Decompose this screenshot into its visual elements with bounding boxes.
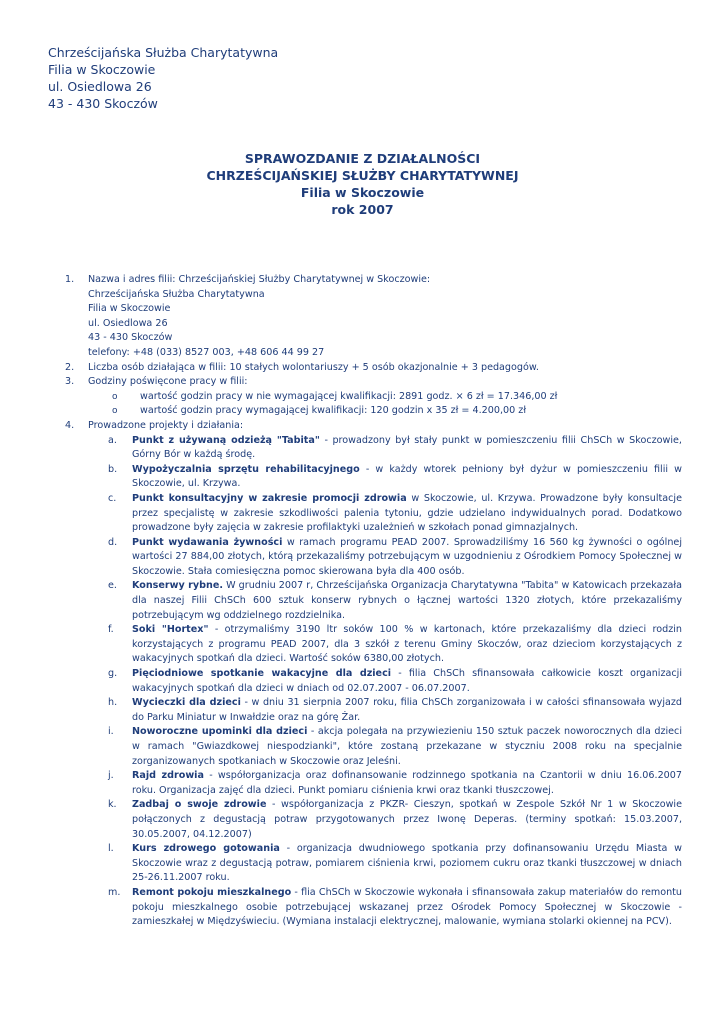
project-letter: c. xyxy=(108,492,117,504)
title-line-3: Filia w Skoczowie xyxy=(300,185,425,200)
item-line: telefony: +48 (033) 8527 003, +48 606 44 99 27 xyxy=(88,346,325,358)
project-letter: h. xyxy=(108,697,118,709)
project-title: Konserwy rybne. xyxy=(132,580,223,592)
project-letter: g. xyxy=(108,668,118,680)
project-item xyxy=(88,579,682,623)
report-title xyxy=(0,150,725,218)
item-text: Liczba osób działająca w filii: 10 stałych wolontariuszy + 5 osób okazjonalnie + 3 pedagogów. xyxy=(88,361,539,373)
project-description: - akcja polegała na przywiezieniu 150 sztuk paczek noworocznych dla dzieci w ramach "Gwiazdkowej niespodzianki", które zostaną przekazane w styczniu 2008 roku na specjalnie zorganizowanych spotkaniach w Skoczowie oraz Jeleśni. xyxy=(132,726,682,767)
item-number: 1. xyxy=(65,274,75,285)
project-item xyxy=(88,536,682,580)
project-description: - w dniu 31 sierpnia 2007 roku, filia ChSCh zorganizowała i w całości sfinansowała wyjazd do Parku Miniatur w Inwałdzie oraz na górę Żar. xyxy=(132,697,682,723)
project-item xyxy=(88,725,682,769)
project-item xyxy=(88,434,682,463)
project-item xyxy=(88,463,682,492)
project-item xyxy=(88,886,682,930)
project-item xyxy=(88,769,682,798)
project-letter: f. xyxy=(108,624,114,636)
org-name: Chrześcijańska Służba Charytatywna xyxy=(48,45,279,60)
report-body xyxy=(60,273,682,930)
list-item-4 xyxy=(60,419,682,930)
item-line: Filia w Skoczowie xyxy=(88,303,171,315)
project-description: W grudniu 2007 r, Chrześcijańska Organizacja Charytatywna "Tabita" w Katowicach przekazała dla naszej Filii ChSCh 600 sztuk konserw rybnych o łącznej wartości 1320 złotych, które przekazaliśmy potrzebującym wg oddzielnego rozdzielnika. xyxy=(132,580,683,621)
bullet-marker-icon: o xyxy=(112,391,118,402)
project-description: - prowadzony był stały punkt w pomieszczeniu filii ChSCh w Skoczowie, Górny Bór w każdą środę. xyxy=(132,434,682,461)
project-letter: l. xyxy=(108,843,114,855)
bullet-marker-icon: o xyxy=(112,406,118,417)
project-description: - otrzymaliśmy 3190 ltr soków 100 % w kartonach, które przekazaliśmy dla dzieci rodzin korzystających z programu PEAD 2007, dla 3 szkół z terenu Gminy Skoczów, oraz dzieciom korzystających z wakacyjnych spotkań dla dzieci. Wartość soków 6380,00 złotych. xyxy=(132,624,682,665)
project-item xyxy=(88,667,682,696)
branch-name: Filia w Skoczowie xyxy=(48,62,156,77)
project-letter: i. xyxy=(108,726,114,738)
project-letter: e. xyxy=(108,580,117,592)
main-list xyxy=(60,273,682,930)
project-item xyxy=(88,842,682,886)
project-item xyxy=(88,623,682,667)
project-letter: j. xyxy=(108,770,114,782)
project-title: Noworoczne upominki dla dzieci xyxy=(132,726,308,738)
project-description: w ramach programu PEAD 2007. Sprowadziliśmy 16 560 kg żywności o ogólnej wartości 27 884,00 złotych, którą przekazaliśmy potrzebującym w uzgodnieniu z Ośrodkiem Pomocy Społecznej w Skoczowie. Stała comiesięczna pomoc skierowana była dla 400 osób. xyxy=(132,536,682,577)
bullet-item xyxy=(88,390,682,405)
city: 43 - 430 Skoczów xyxy=(48,96,158,111)
project-letter: m. xyxy=(108,886,121,898)
item-line: ul. Osiedlowa 26 xyxy=(88,317,168,329)
project-list xyxy=(88,434,682,930)
project-title: Punkt wydawania żywności xyxy=(132,536,283,548)
bullet-text: wartość godzin pracy wymagającej kwalifikacji: 120 godzin x 35 zł = 4.200,00 zł xyxy=(140,405,527,417)
project-title: Wycieczki dla dzieci xyxy=(132,697,241,709)
project-letter: d. xyxy=(108,536,118,548)
project-title: Pięciodniowe spotkanie wakacyjne dla dzieci xyxy=(132,668,392,680)
sender-address xyxy=(48,44,278,112)
list-item-3 xyxy=(60,375,682,419)
project-title: Rajd zdrowia xyxy=(132,770,204,782)
item-number: 4. xyxy=(65,419,75,431)
title-line-1: SPRAWOZDANIE Z DZIAŁALNOŚCI xyxy=(244,151,481,166)
item-line: Nazwa i adres filii: Chrześcijańskiej Służby Charytatywnej w Skoczowie: xyxy=(88,274,431,285)
list-item-1 xyxy=(60,273,682,361)
bullet-list xyxy=(88,390,682,419)
title-line-4: rok 2007 xyxy=(331,202,394,217)
project-title: Wypożyczalnia sprzętu rehabilitacyjnego xyxy=(132,463,360,475)
item-text: Godziny poświęcone pracy w filii: xyxy=(88,376,248,388)
project-description: - flia ChSCh w Skoczowie wykonała i sfinansowała zakup materiałów do remontu pokoju mieszkalnego osobie potrzebującej wskazanej przez Ośrodek Pomocy Społecznej w Skoczowie - zamieszkałej w Międzyświeciu. (Wymiana instalacji elektrycznej, malowanie, wymiana stolarki okiennej na PCV). xyxy=(132,886,682,928)
street: ul. Osiedlowa 26 xyxy=(48,79,152,94)
project-title: Zadbaj o swoje zdrowie xyxy=(132,799,267,811)
bullet-text: wartość godzin pracy w nie wymagającej kwalifikacji: 2891 godz. × 6 zł = 17.346,00 zł xyxy=(140,390,558,402)
project-description: - organizacja dwudniowego spotkania przy dofinansowaniu Urzędu Miasta w Skoczowie wraz z degustacją potraw, pomiarem ciśnienia krwi, poziomem cukru oraz tkanki tłuszczowej w dniach 25-26.11.2007 roku. xyxy=(132,843,682,884)
project-title: Kurs zdrowego gotowania xyxy=(132,843,280,855)
project-description: w Skoczowie, ul. Krzywa. Prowadzone były konsultacje przez specjalistę w zakresie szkodliwości palenia tytoniu, gdzie udzielano indywidualnych porad. Dodatkowo prowadzone były zajęcia w zakresie profilaktyki uzależnień w szkołach ponad gimnazjalnych. xyxy=(132,492,682,534)
title-line-2: CHRZEŚCIJAŃSKIEJ SŁUŻBY CHARYTATYWNEJ xyxy=(206,168,519,183)
project-letter: a. xyxy=(108,434,117,446)
project-description: - w każdy wtorek pełniony był dyżur w pomieszczeniu filii w Skoczowie, ul. Krzywa. xyxy=(132,463,682,490)
project-title: Remont pokoju mieszkalnego xyxy=(132,886,292,898)
item-line: 43 - 430 Skoczów xyxy=(88,332,173,344)
item-number: 2. xyxy=(65,361,75,373)
project-item xyxy=(88,798,682,842)
project-item xyxy=(88,696,682,725)
project-letter: k. xyxy=(108,799,117,811)
project-letter: b. xyxy=(108,463,118,475)
project-description: - współorganizacja oraz dofinansowanie rodzinnego spotkania na Czantorii w dniu 16.06.2007 roku. Organizacja zajęć dla dzieci. Punkt pomiaru ciśnienia krwi oraz tkanki tłuszczowej. xyxy=(132,770,682,796)
project-title: Punkt konsultacyjny w zakresie promocji zdrowia xyxy=(132,492,407,504)
project-item xyxy=(88,492,682,536)
project-title: Soki "Hortex" xyxy=(132,624,209,636)
list-item-2 xyxy=(60,361,682,376)
project-description: - współorganizacja z PKZR- Cieszyn, spotkań w Zespole Szkół Nr 1 w Skoczowie połączonych z degustacją potraw przygotowanych przez Iwonę Deperas. (terminy spotkań: 15.03.2007, 30.05.2007, 04.12.2007) xyxy=(132,799,682,840)
project-description: - filia ChSCh sfinansowała całkowicie koszt organizacji wakacyjnych spotkań dla dzieci w dniach od 02.07.2007 - 06.07.2007. xyxy=(132,668,682,694)
bullet-item xyxy=(88,404,682,419)
item-text: Prowadzone projekty i działania: xyxy=(88,419,244,431)
item-number: 3. xyxy=(65,376,75,388)
item-line: Chrześcijańska Służba Charytatywna xyxy=(88,288,265,300)
project-title: Punkt z używaną odzieżą "Tabita" xyxy=(132,434,320,446)
